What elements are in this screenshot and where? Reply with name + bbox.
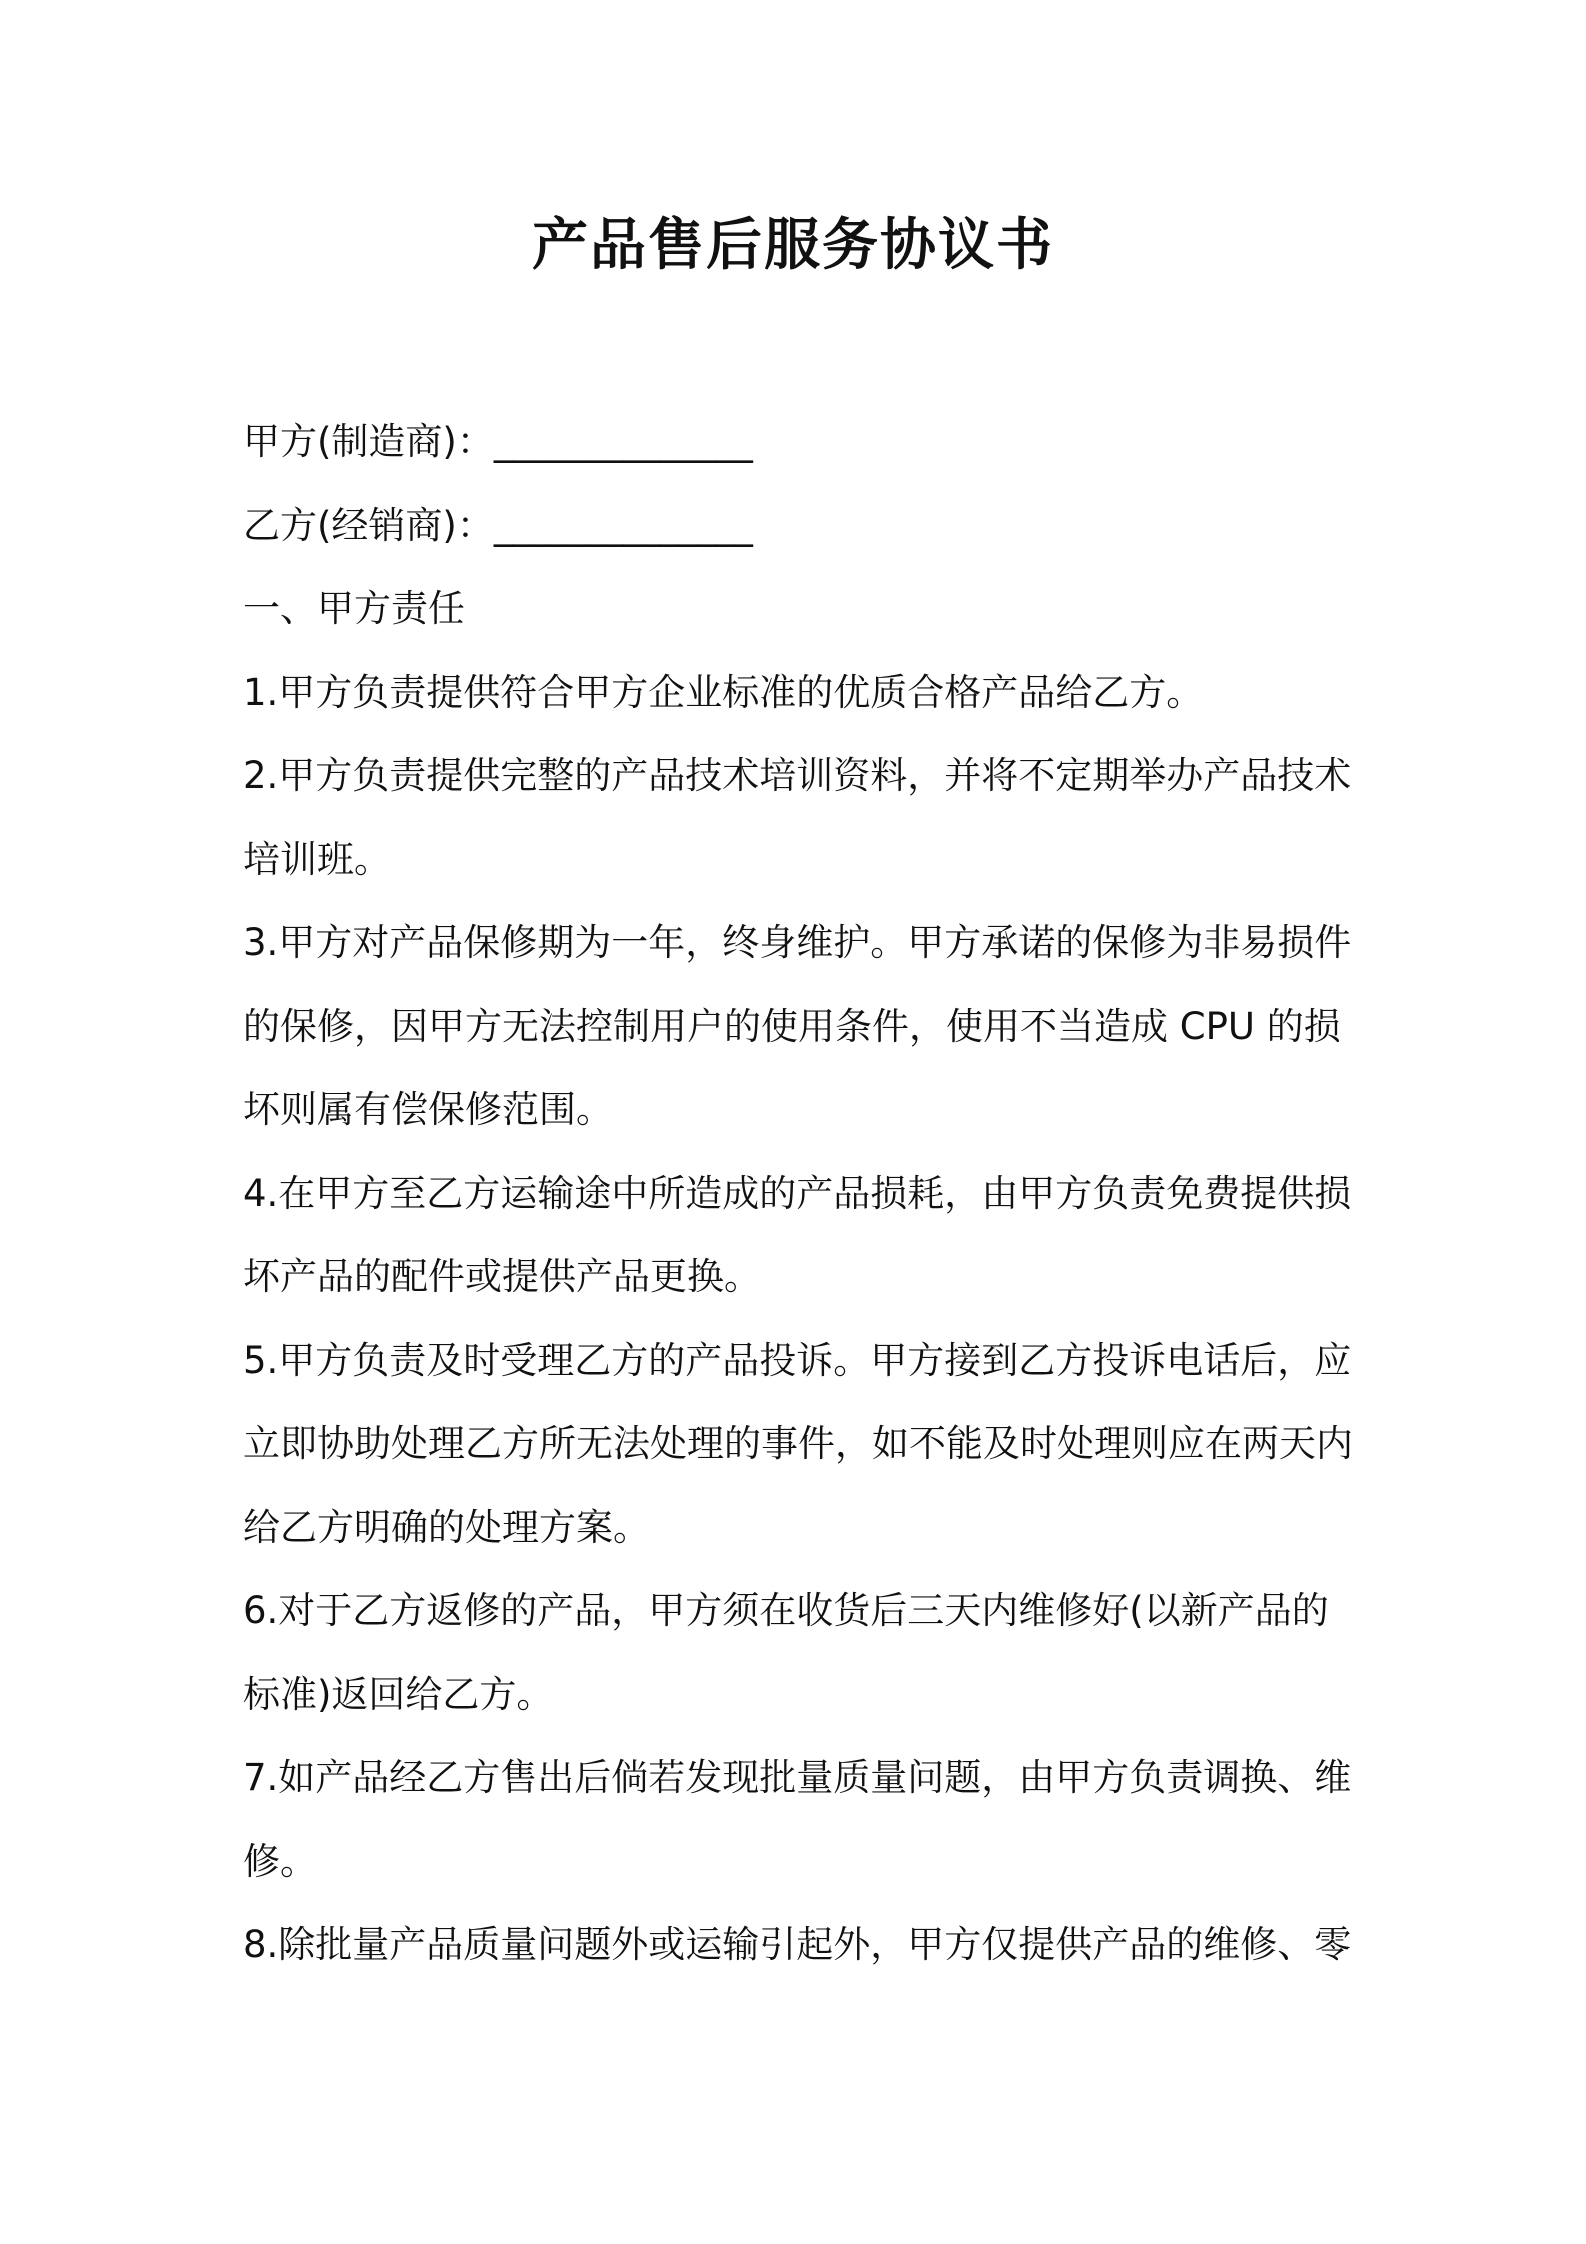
clause-4: [243, 1152, 1358, 1319]
section-heading: 一、甲方责任: [243, 587, 465, 630]
clause-7: [243, 1736, 1358, 1903]
clause-line: 坏则属有偿保修范围。: [243, 1088, 613, 1131]
clause-line: 3.甲方对产品保修期为一年，终身维护。甲方承诺的保修为非易损件: [243, 921, 1352, 964]
clause-3: [243, 901, 1358, 1152]
clause-6: [243, 1569, 1358, 1736]
clause-line: 5.甲方负责及时受理乙方的产品投诉。甲方接到乙方投诉电话后，应: [243, 1338, 1352, 1382]
clause-2: [243, 734, 1358, 901]
clause-line: 标准)返回给乙方。: [243, 1672, 554, 1716]
clause-line: 坏产品的配件或提供产品更换。: [243, 1255, 761, 1298]
clause-line: 1.甲方负责提供符合甲方企业标准的优质合格产品给乙方。: [243, 670, 1204, 714]
clause-line: 培训班。: [243, 837, 391, 881]
clause-8: [243, 1903, 1358, 1987]
clause-line: 的保修，因甲方无法控制用户的使用条件，使用不当造成 CPU 的损: [243, 1004, 1341, 1048]
clause-line: 立即协助处理乙方所无法处理的事件，如不能及时处理则应在两天内: [243, 1422, 1353, 1465]
clause-line: 修。: [243, 1839, 317, 1883]
clause-line: 6.对于乙方返修的产品，甲方须在收货后三天内维修好(以新产品的: [243, 1589, 1329, 1632]
clause-line: 7.如产品经乙方售出后倘若发现批量质量问题，由甲方负责调换、维: [243, 1756, 1352, 1799]
clause-line: 4.在甲方至乙方运输途中所造成的产品损耗，由甲方负责免费提供损: [243, 1171, 1352, 1215]
clause-1: [243, 651, 1358, 735]
clause-5: [243, 1319, 1358, 1570]
clause-line: 给乙方明确的处理方案。: [243, 1505, 650, 1549]
document-title: 产品售后服务协议书: [532, 213, 1054, 278]
clause-line: 2.甲方负责提供完整的产品技术培训资料，并将不定期举办产品技术: [243, 754, 1352, 797]
party-a-line: 甲方(制造商)：______________: [243, 420, 753, 463]
document-body: [243, 400, 1358, 1987]
clause-line: 8.除批量产品质量问题外或运输引起外，甲方仅提供产品的维修、零: [243, 1923, 1352, 1966]
party-b-line: 乙方(经销商)：______________: [243, 503, 753, 547]
